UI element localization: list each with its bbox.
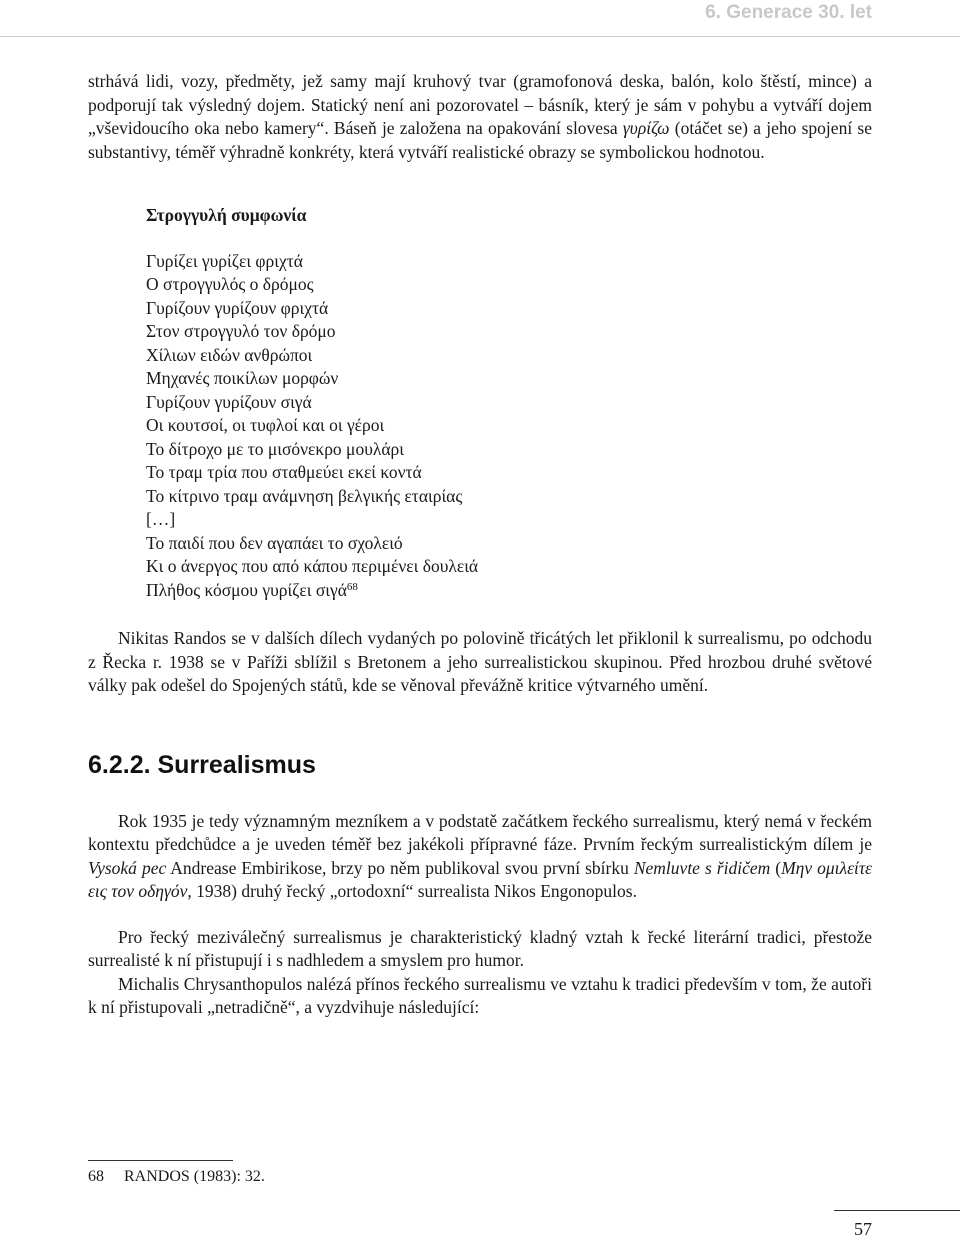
poem-line-text: Μηχανές ποικίλων μορφών	[146, 368, 339, 388]
poem-line	[146, 579, 872, 603]
poem-line-text: Γυρίζουν γυρίζουν φριχτά	[146, 297, 329, 318]
poem-line	[146, 344, 872, 368]
poem-line	[146, 297, 872, 321]
paragraph-text: , 1938) druhý řecký „ortodoxní“ surrealista Nikos Engonopulos.	[187, 881, 637, 901]
greek-verb: γυρίζω	[622, 118, 670, 138]
poem-line	[146, 485, 872, 509]
poem-line	[146, 367, 872, 391]
poem-line	[146, 532, 872, 556]
poem-line	[146, 320, 872, 344]
footnote-text: RANDOS (1983): 32.	[124, 1168, 265, 1185]
poem-line-text: Γυρίζουν γυρίζουν σιγά	[146, 391, 312, 412]
poem-line	[146, 555, 872, 579]
running-header	[0, 0, 960, 37]
paragraph-text: Rok 1935 je tedy významným mezníkem a v podstatě začátkem řeckého surrealismu, který nemá v řeckém kontextu předchůdce a je uveden téměř bez jakékoli přípravné fáze. Prvním řeckým surrealistickým dílem je	[88, 810, 872, 854]
poem-line-text: Το τραμ τρία που σταθμεύει εκεί κοντά	[146, 462, 422, 482]
italic-title: Vysoká pec	[88, 857, 167, 878]
paragraph-text: strhává lidi, vozy, předměty, jež samy mají kruhový tvar (gramofonová deska, balón, kolo štěstí, mince) a podporují tak výsledný dojem. Statický není ani pozorovatel – básník, který je sám v pohybu a vytváří dojem „vševidoucího oka nebo kamery“. Báseň je založena na opakování slovesa	[88, 71, 872, 138]
italic-greek-title: Μην ομιλείτε εις τον οδηγόν	[88, 857, 873, 901]
running-title: 6. Generace 30. let	[705, 2, 872, 23]
poem-line	[146, 250, 872, 274]
poem-lines	[146, 250, 872, 603]
italic-title: Nemluvte s řidičem	[633, 857, 771, 878]
paragraph: Nikitas Randos se v dalších dílech vydaných po polovině třicátých let přiklonil k surrealismu, po odchodu z Řecka r. 1938 se v Paříži sblížil s Bretonem a jeho surrealistickou skupinou. Před hrozbou druhé světové války pak odešel do Spojených států, kde se věnoval převážně kritice výtvarného umění.	[88, 628, 872, 695]
poem-line-text: Το κίτρινο τραμ ανάμνηση βελγικής εταιρίας	[146, 485, 463, 506]
poem-line-text: Το δίτροχο με το μισόνεκρο μουλάρι	[146, 438, 404, 459]
poem-title: Στρογγυλή συμφωνία	[146, 205, 307, 225]
poem-line	[146, 461, 872, 485]
footnote	[88, 1167, 265, 1187]
paragraph	[88, 810, 872, 904]
poem-line-text: Κι ο άνεργος που από κάπου περιμένει δουλειά	[146, 556, 479, 576]
poem-line-text: Οι κουτσοί, οι τυφλοί και οι γέροι	[146, 415, 385, 435]
poem-line-text: Στον στρογγυλό τον δρόμο	[146, 321, 336, 341]
paragraph-text: (	[770, 857, 782, 878]
poem-line-text: Χίλιων ειδών ανθρώποι	[146, 344, 313, 365]
paragraph: Pro řecký meziválečný surrealismus je charakteristický kladný vztah k řecké literární tradici, přestože surrealisté k ní přistupují i s nadhledem a smyslem pro humor.	[88, 926, 872, 970]
footnote-number: 68	[88, 1168, 104, 1185]
paragraph	[88, 70, 872, 164]
poem-line-text: Πλήθος κόσμου γυρίζει σιγά	[146, 579, 347, 600]
poem-line	[146, 273, 872, 297]
poem-line-text: Το παιδί που δεν αγαπάει το σχολειό	[146, 532, 403, 553]
page-number-divider	[834, 1210, 960, 1211]
poem-line	[146, 508, 872, 532]
poem-line-text: Γυρίζει γυρίζει φριχτά	[146, 250, 303, 271]
poem-line	[146, 438, 872, 462]
section-heading: 6.2.2. Surrealismus	[88, 750, 316, 779]
poem-line	[146, 391, 872, 415]
page-number: 57	[854, 1219, 872, 1239]
poem	[146, 204, 872, 602]
poem-line-text: Ο στρογγυλός ο δρόμος	[146, 274, 314, 294]
paragraph-text: Andrease Embirikose, brzy po něm publikoval svou první sbírku	[166, 857, 634, 878]
poem-line-text: […]	[146, 509, 176, 529]
page-body	[88, 70, 872, 1020]
paragraph: Michalis Chrysanthopulos nalézá přínos řeckého surrealismu ve vztahu k tradici především v tom, že autoři k ní přistupovali „netradičně“, a vyzdvihuje následující:	[88, 973, 872, 1017]
footnote-reference: 68	[346, 580, 358, 593]
paragraph-text: (otáčet se) a jeho spojení se substantivy, téměř výhradně konkréty, která vytváří realistické obrazy se symbolickou hodnotou.	[88, 118, 872, 162]
poem-line	[146, 414, 872, 438]
footnote-divider	[88, 1160, 233, 1161]
